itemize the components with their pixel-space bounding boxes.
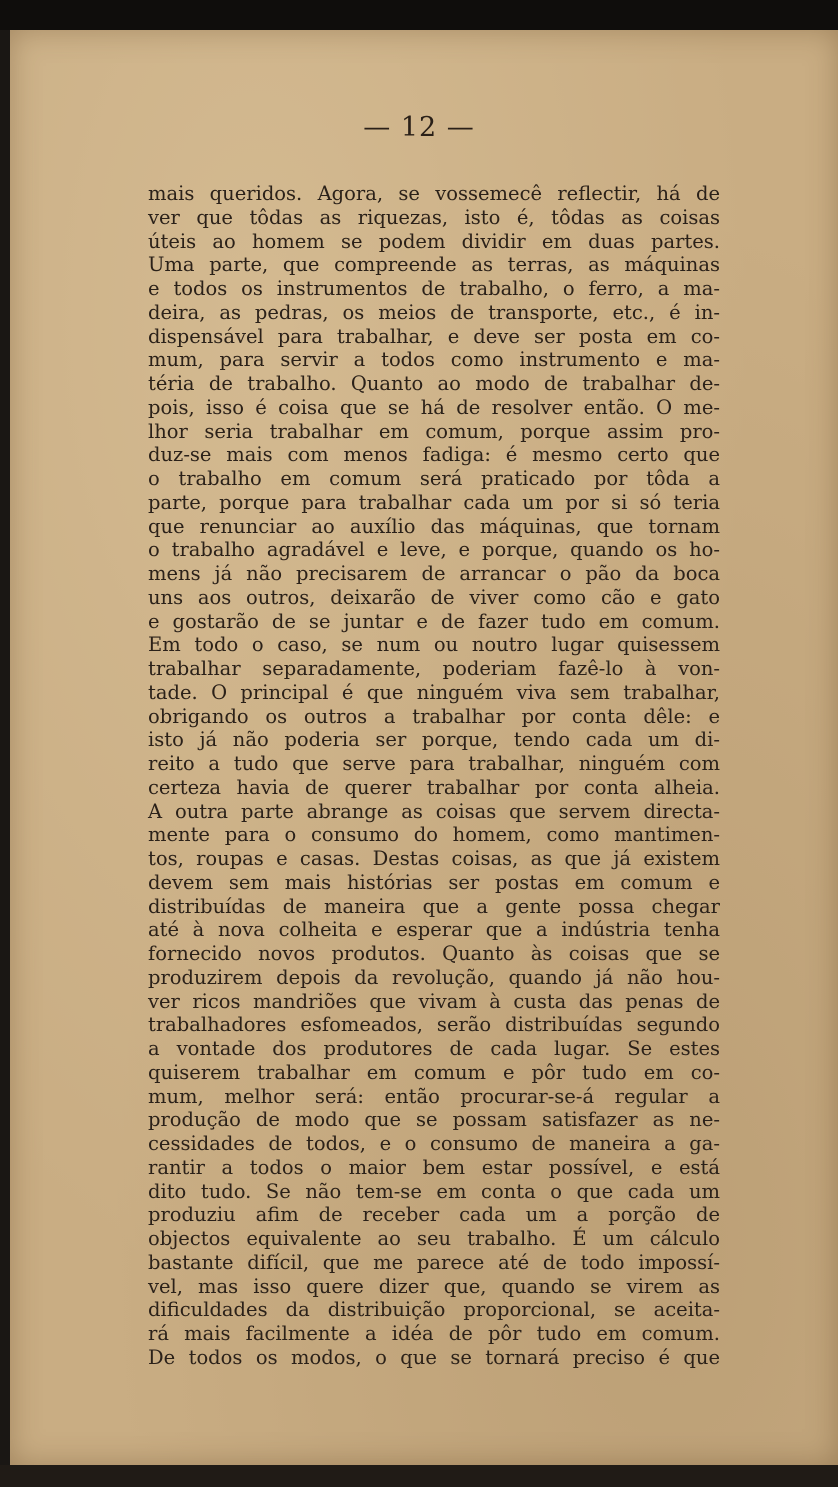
text-line: o trabalho em comum será praticado por tôda a [148, 467, 720, 490]
text-line: isto já não poderia ser porque, tendo cada um di- [148, 728, 720, 752]
text-line: quiserem trabalhar em comum e pôr tudo em co- [148, 1060, 720, 1084]
text-line: mais queridos. Agora, se vossemecê reflectir, há de [148, 182, 720, 205]
text-line: produzirem depois da revolução, quando já não hou- [148, 965, 720, 989]
scan-bottom-border [0, 1465, 838, 1487]
text-line: rá mais facilmente a idéa de pôr tudo em comum. [148, 1322, 720, 1345]
text-line: ver que tôdas as riquezas, isto é, tôdas as coisas [148, 205, 720, 229]
text-line: Uma parte, que compreende as terras, as máquinas [148, 253, 720, 277]
text-line: téria de trabalho. Quanto ao modo de trabalhar de- [148, 372, 720, 395]
text-line: mum, para servir a todos como instrumento e ma- [148, 348, 720, 372]
body-text [148, 182, 720, 1370]
text-line: mente para o consumo do homem, como mantimen- [148, 823, 720, 847]
text-line: o trabalho agradável e leve, e porque, quando os ho- [148, 538, 720, 562]
text-line: pois, isso é coisa que se há de resolver então. O me- [148, 395, 720, 419]
text-line: úteis ao homem se podem dividir em duas partes. [148, 229, 720, 253]
text-line: dispensável para trabalhar, e deve ser posta em co- [148, 324, 720, 348]
text-line: trabalhar separadamente, poderiam fazê-lo à von- [148, 657, 720, 680]
text-line: até à nova colheita e esperar que a indústria tenha [148, 918, 720, 942]
text-line: mens já não precisarem de arrancar o pão da boca [148, 562, 720, 585]
text-line: bastante difícil, que me parece até de todo impossí- [148, 1250, 720, 1274]
text-line: obrigando os outros a trabalhar por conta dêle: e [148, 704, 720, 728]
text-line: cessidades de todos, e o consumo de maneira a ga- [148, 1132, 720, 1155]
text-line: fornecido novos produtos. Quanto às coisas que se [148, 942, 720, 965]
text-line: que renunciar ao auxílio das máquinas, que tornam [148, 514, 720, 538]
text-line: a vontade dos produtores de cada lugar. Se estes [148, 1037, 720, 1060]
text-line: objectos equivalente ao seu trabalho. É um cálculo [148, 1227, 720, 1250]
text-line: duz-se mais com menos fadiga: é mesmo certo que [148, 443, 720, 467]
text-line: produziu afim de receber cada um a porção de [148, 1203, 720, 1227]
text-line: reito a tudo que serve para trabalhar, ninguém com [148, 752, 720, 775]
text-line: A outra parte abrange as coisas que servem directa- [148, 799, 720, 823]
text-line: vel, mas isso quere dizer que, quando se virem as [148, 1274, 720, 1298]
text-line: Em todo o caso, se num ou noutro lugar quisessem [148, 633, 720, 657]
text-line: produção de modo que se possam satisfazer as ne- [148, 1108, 720, 1132]
text-line: dito tudo. Se não tem-se em conta o que cada um [148, 1179, 720, 1203]
page-number: — 12 — [363, 112, 475, 143]
text-line: e gostarão de se juntar e de fazer tudo em comum. [148, 609, 720, 633]
text-line: dificuldades da distribuição proporcional, se aceita- [148, 1298, 720, 1322]
text-line: parte, porque para trabalhar cada um por si só teria [148, 490, 720, 514]
text-line: devem sem mais histórias ser postas em comum e [148, 870, 720, 894]
text-line: tade. O principal é que ninguém viva sem trabalhar, [148, 680, 720, 704]
text-line: mum, melhor será: então procurar-se-á regular a [148, 1084, 720, 1108]
text-line: De todos os modos, o que se tornará preciso é que [148, 1345, 720, 1369]
text-line: lhor seria trabalhar em comum, porque assim pro- [148, 419, 720, 443]
text-line: distribuídas de maneira que a gente possa chegar [148, 894, 720, 918]
text-line: trabalhadores esfomeados, serão distribuídas segundo [148, 1013, 720, 1037]
text-line: e todos os instrumentos de trabalho, o ferro, a ma- [148, 277, 720, 300]
text-line: ver ricos mandriões que vivam à custa das penas de [148, 989, 720, 1013]
text-line: deira, as pedras, os meios de transporte, etc., é in- [148, 300, 720, 324]
text-line: tos, roupas e casas. Destas coisas, as que já existem [148, 847, 720, 870]
scan-top-border [0, 0, 838, 30]
text-line: certeza havia de querer trabalhar por conta alheia. [148, 775, 720, 799]
text-line: rantir a todos o maior bem estar possível, e está [148, 1155, 720, 1179]
text-line: uns aos outros, deixarão de viver como cão e gato [148, 585, 720, 609]
